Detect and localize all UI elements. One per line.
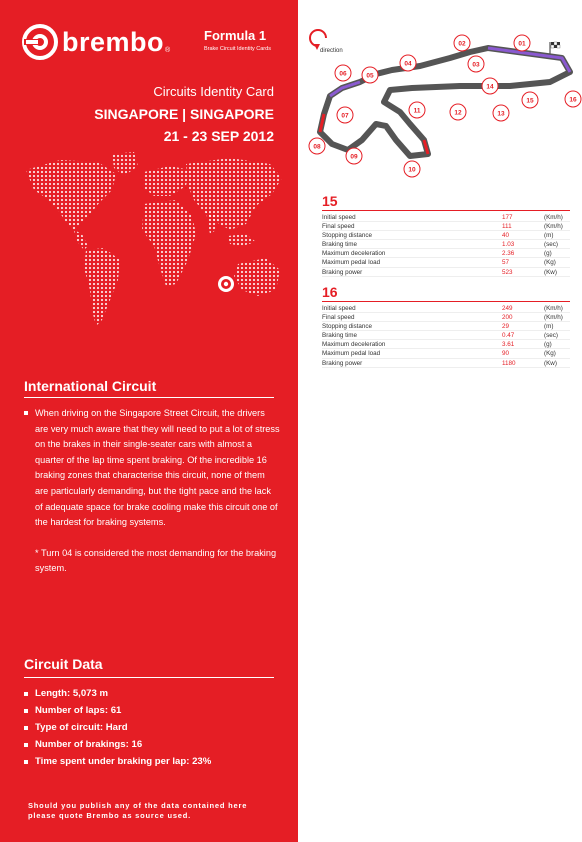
svg-text:04: 04	[404, 60, 412, 68]
svg-text:12: 12	[454, 109, 462, 117]
table-row: Braking time 1.03 (sec)	[322, 240, 570, 249]
turn-marker	[335, 65, 351, 81]
turn-number: 16	[322, 284, 338, 300]
circuit-track-map	[300, 28, 582, 188]
turn-marker	[482, 78, 498, 94]
bullet-icon	[24, 709, 28, 713]
series-title: Formula 1	[204, 28, 267, 43]
bullet-icon	[24, 743, 28, 747]
list-item: Length: 5,073 m	[24, 685, 211, 702]
footer-note: Should you publish any of the data contained here please quote Brembo as source used.	[28, 801, 248, 820]
table-divider	[322, 301, 570, 302]
heading-divider	[24, 397, 274, 398]
brembo-emblem-icon	[22, 24, 58, 60]
svg-text:07: 07	[341, 112, 349, 120]
turn-15-table	[322, 192, 570, 277]
direction-label: direction	[320, 48, 343, 54]
turn-marker	[522, 92, 538, 108]
bullet-icon	[24, 726, 28, 730]
international-heading: International Circuit	[24, 378, 157, 394]
svg-text:06: 06	[339, 70, 347, 78]
table-row: Braking power 523 (Kw)	[322, 268, 570, 277]
bullet-icon	[24, 760, 28, 764]
table-row: Braking power 1180 (Kw)	[322, 359, 570, 368]
turn-marker	[337, 107, 353, 123]
description-text: When driving on the Singapore Street Circuit, the drivers are very much aware that they will need to put a lot of stress on the brakes in their single-seater cars with almost a quarter of the lap time spent braking. Of the incredible 16 braking zones that characterise this circuit, none of them are particularly demanding, but the tight pace and the lack of adequate space for brake cooling make this circuit one of the hardest for braking systems.	[35, 408, 280, 528]
svg-text:01: 01	[518, 40, 526, 48]
svg-text:09: 09	[350, 153, 358, 161]
turn-marker	[514, 35, 530, 51]
card-place: SINGAPORE | SINGAPORE	[94, 106, 274, 122]
svg-text:08: 08	[313, 143, 321, 151]
registered-mark: ®	[165, 47, 171, 54]
brembo-logo	[22, 24, 170, 60]
brand-name: brembo	[62, 26, 165, 57]
turn-marker	[565, 91, 581, 107]
turn-marker	[493, 105, 509, 121]
card-title: Circuits Identity Card	[153, 84, 274, 99]
table-row: Final speed 111 (Km/h)	[322, 222, 570, 231]
table-row: Maximum deceleration 2.36 (g)	[322, 249, 570, 258]
heading-divider	[24, 677, 274, 678]
table-row: Maximum deceleration 3.61 (g)	[322, 340, 570, 349]
table-row: Maximum pedal load 90 (Kg)	[322, 349, 570, 358]
turn-marker	[362, 67, 378, 83]
list-item: Number of brakings: 16	[24, 736, 211, 753]
turn-marker	[346, 148, 362, 164]
table-row: Stopping distance 40 (m)	[322, 231, 570, 240]
svg-text:14: 14	[486, 83, 494, 91]
turn-marker	[309, 138, 325, 154]
card-date: 21 - 23 SEP 2012	[163, 128, 274, 144]
turn-16-table	[322, 283, 570, 368]
table-divider	[322, 210, 570, 211]
bullet-icon	[24, 692, 28, 696]
list-item: Type of circuit: Hard	[24, 719, 211, 736]
table-row: Braking time 0.47 (sec)	[322, 331, 570, 340]
svg-text:03: 03	[472, 61, 480, 69]
circuit-data-heading: Circuit Data	[24, 656, 103, 672]
svg-text:05: 05	[366, 72, 374, 80]
table-row: Initial speed 177 (Km/h)	[322, 213, 570, 222]
turn-marker	[454, 35, 470, 51]
table-row: Initial speed 249 (Km/h)	[322, 304, 570, 313]
svg-text:13: 13	[497, 110, 505, 118]
svg-text:10: 10	[408, 166, 416, 174]
world-map	[20, 150, 290, 350]
bullet-icon	[24, 411, 28, 415]
series-subtitle: Brake Circuit Identity Cards	[204, 46, 271, 52]
table-row: Stopping distance 29 (m)	[322, 322, 570, 331]
list-item: Number of laps: 61	[24, 702, 211, 719]
turn-number: 15	[322, 193, 338, 209]
circuit-data-list	[24, 685, 211, 770]
table-row: Maximum pedal load 57 (Kg)	[322, 258, 570, 267]
turn-marker	[450, 104, 466, 120]
direction-arrow-icon	[310, 30, 326, 50]
list-item: Time spent under braking per lap: 23%	[24, 753, 211, 770]
turn-marker	[404, 161, 420, 177]
table-row: Final speed 200 (Km/h)	[322, 313, 570, 322]
circuit-description	[24, 406, 280, 577]
svg-text:16: 16	[569, 96, 577, 104]
svg-text:02: 02	[458, 40, 466, 48]
svg-text:11: 11	[413, 107, 421, 115]
turn-marker	[409, 102, 425, 118]
singapore-marker-icon	[218, 276, 234, 292]
turn-marker	[468, 56, 484, 72]
turn-marker	[400, 55, 416, 71]
svg-text:15: 15	[526, 97, 534, 105]
description-note: * Turn 04 is considered the most demanding for the braking system.	[35, 547, 277, 574]
